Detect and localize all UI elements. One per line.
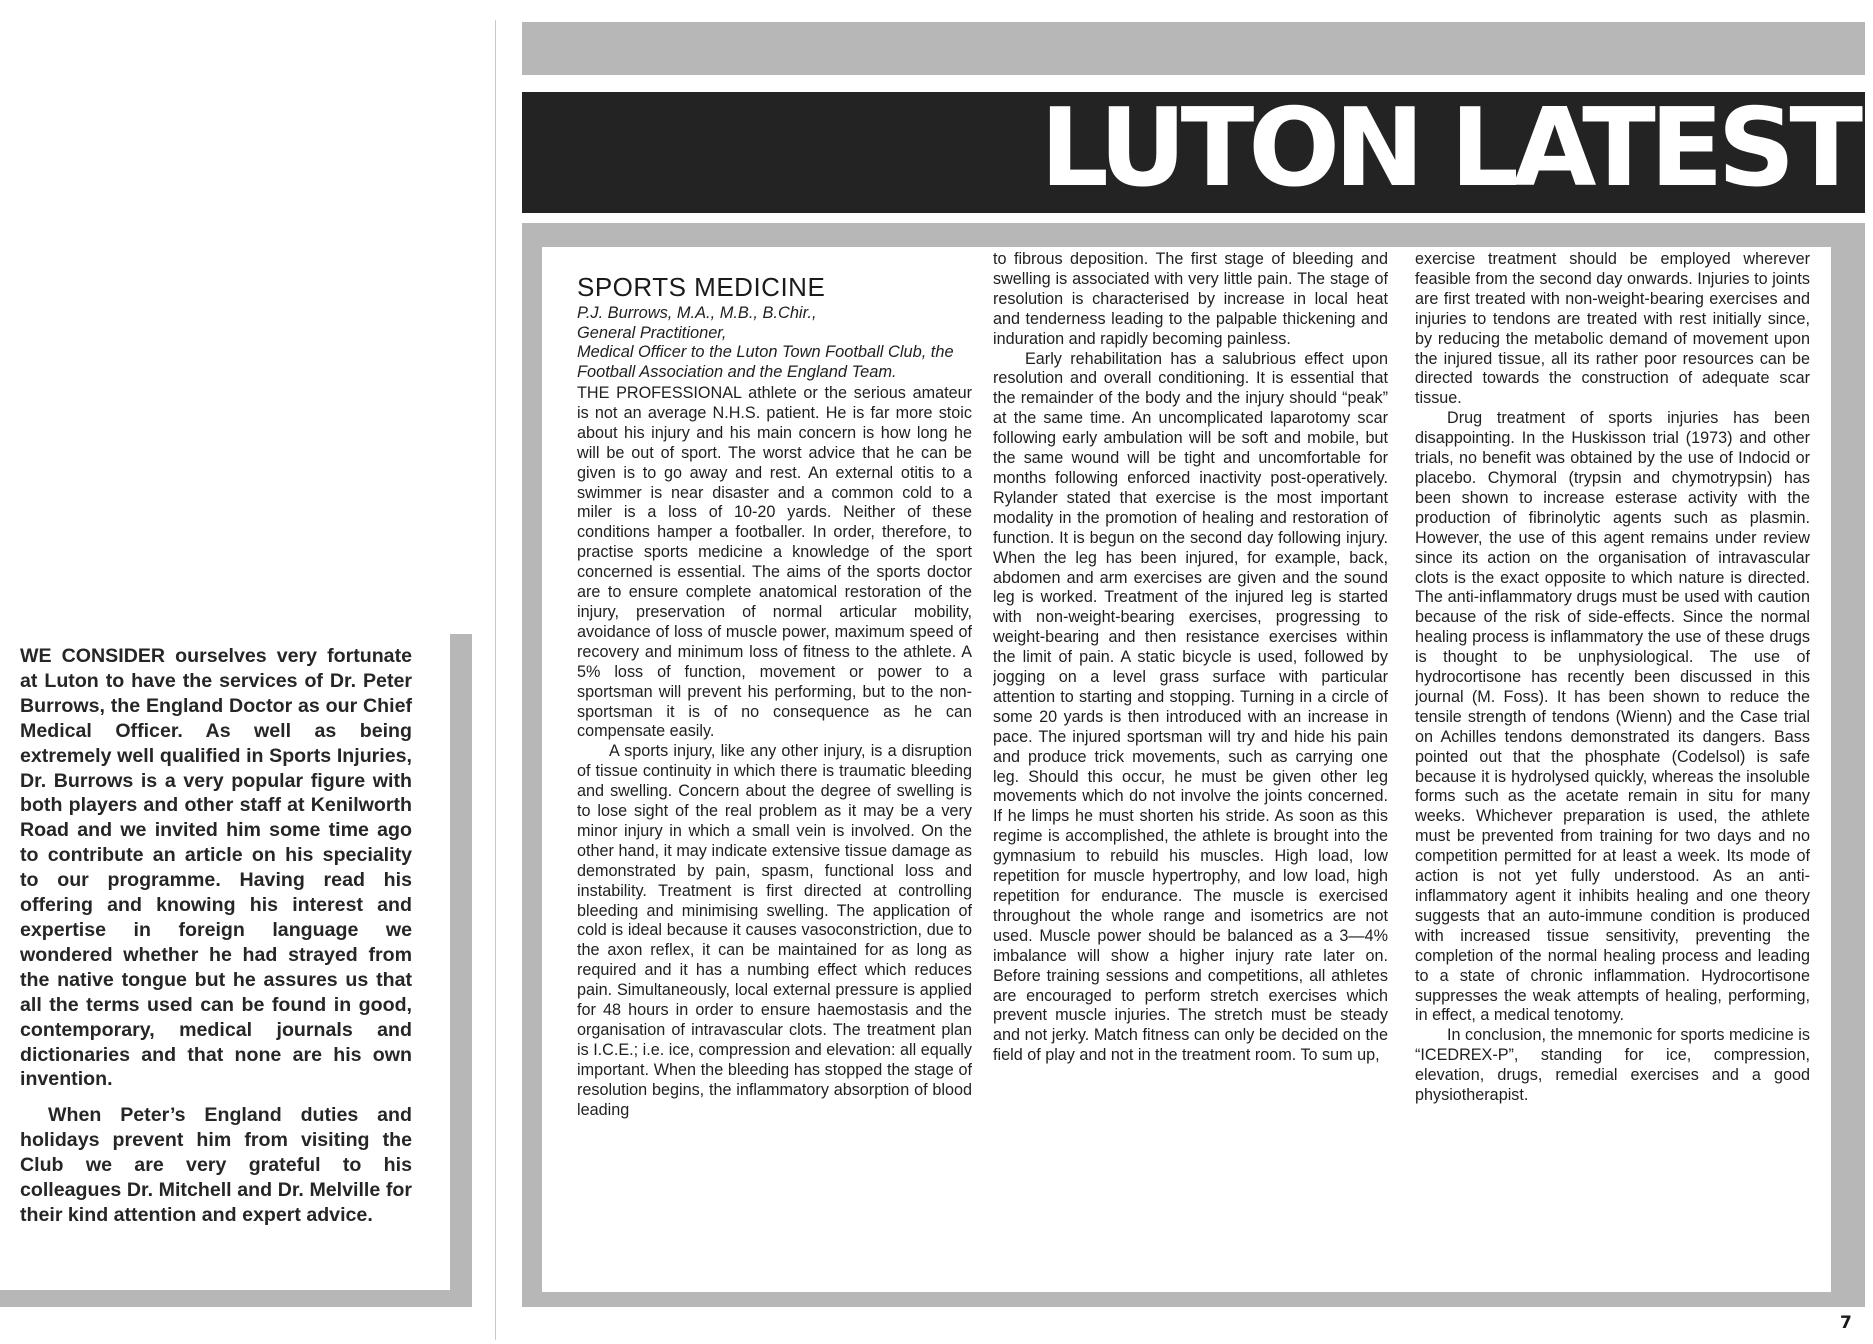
- intro-paragraph: When Peter’s England duties and holidays prevent him from visiting the Club we are very grateful to his colleagues Dr. Mitchell and Dr. Melville for their kind attention and expert advice.: [20, 1104, 412, 1226]
- article-column-2: [993, 250, 1388, 1295]
- page-number: 7: [1840, 1313, 1852, 1333]
- article-column-3: [1415, 250, 1810, 1295]
- byline-affiliation: Medical Officer to the Luton Town Football Club, the Football Association and the England Team.: [577, 343, 954, 381]
- article-body: [542, 247, 1831, 1292]
- article-paragraph: exercise treatment should be employed wherever feasible from the second day onwards. Injuries to joints are first treated with non-weight-bearing exercises and injuries to tendons are treated with rest initially since, by reducing the metabolic demand of movement upon the injured tissue, all its rather poor resources can be directed towards the construction of adequate scar tissue.: [1415, 250, 1810, 408]
- intro-box: [0, 634, 450, 1290]
- title-band: [522, 92, 1865, 213]
- intro-panel: [0, 634, 472, 1307]
- article-paragraph: to fibrous deposition. The first stage of bleeding and swelling is associated with very little pain. The stage of resolution is characterised by increase in local heat and tenderness leading to the palpable thickening and induration and rapidly becoming painless.: [993, 250, 1388, 348]
- page-title: LUTON LATEST: [1039, 92, 1857, 211]
- article-paragraph: Drug treatment of sports injuries has been disappointing. In the Huskisson trial (1973) and other trials, no benefit was obtained by the use of Indocid or placebo. Chymoral (trypsin and chymotrypsin) has been shown to increase esterase activity with the production of fibrinolytic agents such as plasmin. However, the use of this agent remains under review since its action on the organisation of intravascular clots is the exact opposite to which nature is directed. The anti-inflammatory drugs must be used with caution because of the risk of side-effects. Since the normal healing process is inflammatory the use of these drugs is thought to be unphysiological. The use of hydrocortisone has recently been discussed in this journal (M. Foss). It has been shown to reduce the tensile strength of tendons (Wienn) and the Case trial on Achilles tendons demonstrated its dangers. Bass pointed out that the phosphate (Codelsol) is safe because it is hydrolysed quickly, whereas the insoluble forms such as the acetate remain in situ for many weeks. Whichever preparation is used, the athlete must be prevented from training for two days and no competition permitted for at least a week. Its mode of action is not yet fully understood. As an anti-inflammatory agent it inhibits healing and one theory suggests that an auto-immune condition is produced with increased tissue sensitivity, preventing the completion of the normal healing process and leading to a state of chronic inflammation. Hydrocortisone suppresses the weak attempts of healing, performing, in effect, a medical tenotomy.: [1415, 409, 1810, 1025]
- byline-author: P.J. Burrows, M.A., M.B., B.Chir.,: [577, 304, 817, 322]
- page-fold-line: [495, 20, 496, 1340]
- article-byline: [577, 304, 972, 382]
- article-panel: [522, 223, 1865, 1307]
- article-column-1: [577, 273, 972, 1292]
- intro-text: [20, 644, 412, 1228]
- article-paragraph: Early rehabilitation has a salubrious effect upon resolution and overall conditioning. It is essential that the remainder of the body and the injury should “peak” at the same time. An uncomplicated laparotomy scar following early ambulation will be soft and mobile, but the same wound will be tight and uncomfortable for months following enforced inactivity post-operatively. Rylander stated that exercise is the most important modality in the promotion of healing and restoration of function. It is begun on the second day following injury. When the leg has been injured, for example, back, abdomen and arm exercises are given and the sound leg is worked. Treatment of the injured leg is started with non-weight-bearing exercises, progressing to weight-bearing and then resistance exercises within the limit of pain. A static bicycle is used, followed by jogging on a level grass surface with particular attention to starting and stopping. Turning in a circle of some 20 yards is then introduced with an increase in pace. The injured sportsman will try and hide his pain and produce trick movements, such as carrying one leg. Should this occur, he must be given other leg movements which do not involve the joints concerned. If he limps he must shorten his stride. As soon as this regime is accomplished, the athlete is brought into the gymnasium to rebuild his muscles. High load, low repetition for muscle hypertrophy, and low load, high repetition for endurance. The muscle is exercised throughout the whole range and isometrics are not used. Muscle power should be balanced as a 3—4% imbalance will show a higher injury rate later on. Before training sessions and competitions, all athletes are encouraged to perform stretch exercises which prevent muscle injuries. The stretch must be steady and not jerky. Match fitness can only be decided on the field of play and not in the treatment room. To sum up,: [993, 349, 1388, 1065]
- article-paragraph: THE PROFESSIONAL athlete or the serious amateur is not an average N.H.S. patient. He is far more stoic about his injury and his main concern is how long he will be out of sport. The worst advice that he can be given is to go away and rest. An external otitis to a swimmer is near disaster and a common cold to a miler is a loss of 10-20 yards. Neither of these conditions hamper a footballer. In order, therefore, to practise sports medicine a knowledge of the sport concerned is essential. The aims of the sports doctor are to ensure complete anatomical restoration of the injury, preservation of normal articular mobility, avoidance of loss of muscle power, maximum speed of recovery and minimum loss of fitness to the athlete. A 5% loss of function, movement or power to a sportsman will prevent his performing, but to the non-sportsman it is of no consequence as he can compensate easily.: [577, 384, 972, 741]
- intro-paragraph: WE CONSIDER ourselves very fortunate at Luton to have the services of Dr. Peter Burrows, the England Doctor as our Chief Medical Officer. As well as being extremely well qualified in Sports Injuries, Dr. Burrows is a very popular figure with both players and other staff at Kenilworth Road and we invited him some time ago to contribute an article on his speciality to our programme. Having read his offering and knowing his interest and expertise in foreign language we wondered whether he had strayed from the native tongue but he assures us that all the terms used can be found in good, contemporary, medical journals and dictionaries and that none are his own invention.: [20, 645, 412, 1091]
- header-gray-bar: [522, 22, 1865, 75]
- article-heading: SPORTS MEDICINE: [577, 273, 826, 302]
- byline-role: General Practitioner,: [577, 323, 727, 342]
- article-paragraph: In conclusion, the mnemonic for sports medicine is “ICEDREX-P”, standing for ice, compression, elevation, drugs, remedial exercises and a good physiotherapist.: [1415, 1026, 1810, 1105]
- article-paragraph: A sports injury, like any other injury, is a disruption of tissue continuity in which there is traumatic bleeding and swelling. Concern about the degree of swelling is to lose sight of the real problem as it may be a very minor injury in which a small vein is involved. On the other hand, it may indicate extensive tissue damage as demonstrated by pain, spasm, functional loss and instability. Treatment is first directed at controlling bleeding and minimising swelling. The application of cold is ideal because it causes vasoconstriction, due to the axon reflex, it can be maintained for as long as required and it has a numbing effect which reduces pain. Simultaneously, local external pressure is applied for 48 hours in order to ensure haemostasis and the organisation of intravascular clots. The treatment plan is I.C.E.; i.e. ice, compression and elevation: all equally important. When the bleeding has stopped the stage of resolution begins, the inflammatory absorption of blood leading: [577, 742, 972, 1119]
